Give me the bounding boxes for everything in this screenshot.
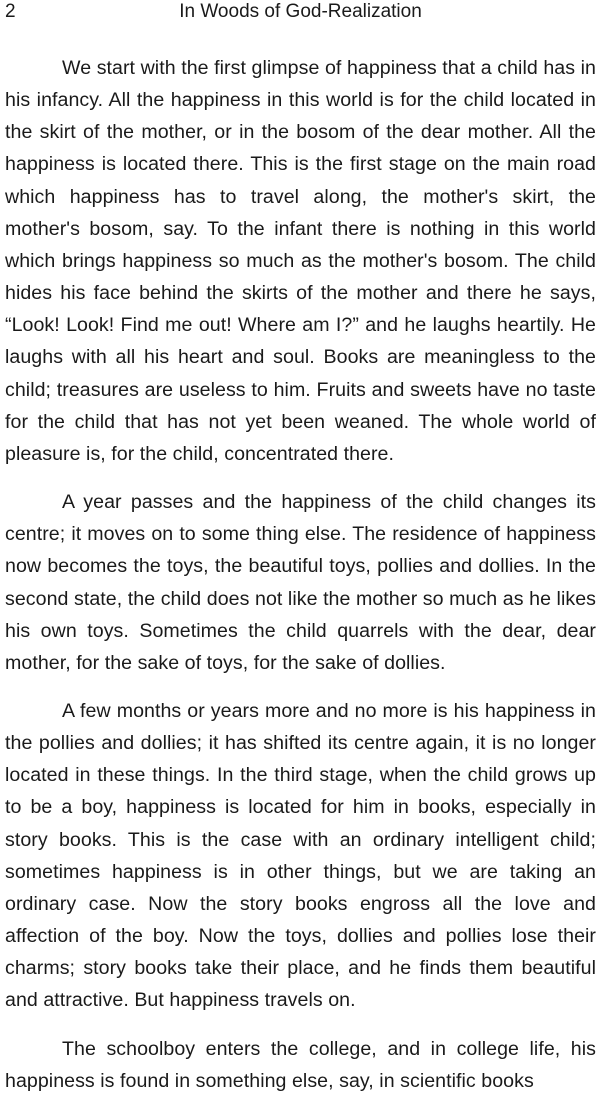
page-number: 2 [5,1,16,22]
running-title: In Woods of God-Realization [179,1,422,22]
paragraph-college: The schoolboy enters the college, and in college life, his happiness is found in something else, say, in scientific books [5,1037,596,1092]
paragraph-infancy: We start with the first glimpse of happiness that a child has in his infancy. All the happiness in this world is for the child located in the skirt of the mother, or in the bosom of the dear mother. All the happiness is located there. This is the first stage on the main road which happiness has to travel along, the mother's skirt, the mother's bosom, say. To the infant there is nothing in this world which brings happiness so much as the mother's bosom. The child hides his face behind the skirts of the mother and there he says, “Look! Look! Find me out! Where am I?” and he laughs heartily. He laughs with all his heart and soul. Books are meaningless to the child; treasures are useless to him. Fruits and sweets have no taste for the child that has not yet been weaned. The whole world of pleasure is, for the child, concentrated there. [5,57,596,465]
paragraph-story-books: A few months or years more and no more is his happiness in the pollies and dollies; it has shifted its centre again, it is no longer located in these things. In the third stage, when the child grows up to be a boy, happiness is located for him in books, especially in story books. This is the case with an ordinary intelligent child; sometimes happiness is in other things, but we are taking an ordinary case. Now the story books engross all the love and affection of the boy. Now the toys, dollies and pollies lose their charms; story books take their place, and he finds them beautiful and attractive. But happiness travels on. [5,699,596,1012]
body-text [5,52,596,1113]
running-head [5,0,596,28]
paragraph-toys: A year passes and the happiness of the child changes its centre; it moves on to some thing else. The residence of happiness now becomes the toys, the beautiful toys, pollies and dollies. In the second state, the child does not like the mother so much as he likes his own toys. Sometimes the child quarrels with the dear, dear mother, for the sake of toys, for the sake of dollies. [5,491,596,674]
